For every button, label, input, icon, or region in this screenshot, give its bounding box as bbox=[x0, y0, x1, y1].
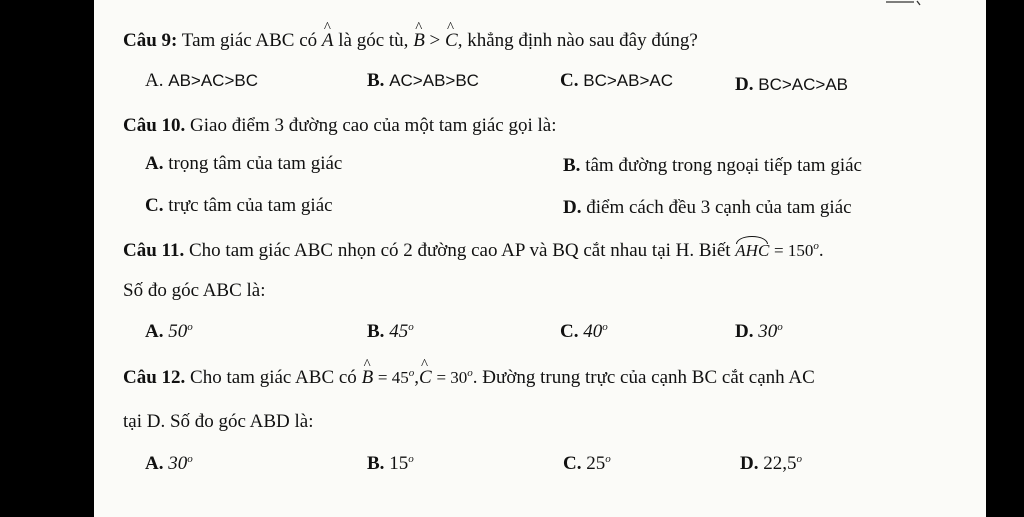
option-c[interactable] bbox=[145, 195, 333, 217]
angle-a-symbol: ^ A bbox=[322, 30, 334, 52]
angle-b-symbol: ^ B bbox=[362, 367, 374, 389]
option-text: trọng tâm của tam giác bbox=[168, 153, 343, 174]
option-d[interactable] bbox=[563, 197, 852, 219]
option-value: 15 bbox=[389, 453, 409, 474]
option-letter: C. bbox=[145, 195, 164, 216]
question-number: Câu 9: bbox=[123, 30, 178, 51]
option-letter: B. bbox=[367, 453, 385, 474]
question-number: Câu 10. bbox=[123, 115, 186, 136]
degree-sign: o bbox=[408, 453, 414, 465]
stem-text: Cho tam giác ABC nhọn có 2 đường cao AP và BQ cắt nhau tại H. Biết bbox=[189, 240, 731, 261]
option-value: 30 bbox=[168, 453, 188, 474]
option-b[interactable] bbox=[563, 155, 862, 177]
option-b[interactable] bbox=[367, 70, 479, 92]
stem-text: Giao điểm 3 đường cao của một tam giác gọi là: bbox=[190, 115, 557, 136]
question-number: Câu 12. bbox=[123, 367, 186, 388]
option-letter: C. bbox=[560, 70, 579, 91]
cut-off-mark bbox=[884, 0, 924, 6]
angle-c-value: = 30 bbox=[436, 368, 468, 387]
question-9-stem bbox=[123, 30, 698, 52]
option-text: AC>AB>BC bbox=[389, 71, 479, 90]
option-letter: C. bbox=[563, 453, 582, 474]
comma: , bbox=[414, 367, 420, 388]
option-letter: D. bbox=[735, 74, 754, 95]
option-d[interactable] bbox=[735, 321, 783, 343]
option-value: 25 bbox=[586, 453, 606, 474]
option-letter: D. bbox=[740, 453, 759, 474]
stem-text: Tam giác ABC có bbox=[181, 30, 318, 51]
option-letter: C. bbox=[560, 321, 579, 342]
question-12-line2: tại D. Số đo góc ABD là: bbox=[123, 411, 314, 432]
option-text: điểm cách đều 3 cạnh của tam giác bbox=[586, 197, 852, 218]
option-d[interactable] bbox=[735, 74, 848, 96]
stem-text: Cho tam giác ABC có bbox=[190, 367, 357, 388]
option-a[interactable] bbox=[145, 453, 193, 475]
angle-ahc-symbol: AHC bbox=[735, 241, 770, 260]
angle-c-symbol: ^ C bbox=[445, 30, 458, 52]
option-text: trực tâm của tam giác bbox=[168, 195, 333, 216]
question-12-stem bbox=[123, 367, 815, 389]
degree-sign: o bbox=[605, 453, 611, 465]
option-text: AB>AC>BC bbox=[168, 71, 258, 90]
angle-b-symbol: ^ B bbox=[413, 30, 425, 52]
period: . bbox=[818, 240, 824, 261]
option-letter: D. bbox=[563, 197, 582, 218]
question-number: Câu 11. bbox=[123, 240, 185, 261]
option-d[interactable] bbox=[740, 453, 802, 475]
option-value: 22,5 bbox=[763, 453, 797, 474]
option-text: tâm đường trong ngoại tiếp tam giác bbox=[585, 155, 862, 176]
question-10-stem bbox=[123, 115, 557, 137]
angle-c-symbol: ^ C bbox=[419, 367, 432, 389]
degree-sign: o bbox=[813, 240, 819, 252]
option-value: 50 bbox=[168, 321, 188, 342]
angle-b-value: = 45 bbox=[377, 368, 409, 387]
option-letter: A. bbox=[145, 70, 164, 91]
stem-text: , khẳng định nào sau đây đúng? bbox=[457, 30, 698, 51]
option-letter: B. bbox=[367, 321, 385, 342]
option-c[interactable] bbox=[563, 453, 611, 475]
option-text: BC>AC>AB bbox=[758, 75, 848, 94]
stem-text: là góc tù, bbox=[338, 30, 409, 51]
degree-sign: o bbox=[602, 321, 608, 333]
option-b[interactable] bbox=[367, 321, 414, 343]
option-a[interactable] bbox=[145, 153, 342, 175]
degree-sign: o bbox=[777, 321, 783, 333]
option-c[interactable] bbox=[560, 70, 673, 92]
option-letter: A. bbox=[145, 453, 164, 474]
option-value: 45 bbox=[389, 321, 409, 342]
option-value: 40 bbox=[583, 321, 603, 342]
option-letter: B. bbox=[367, 70, 385, 91]
degree-sign: o bbox=[408, 321, 414, 333]
option-letter: B. bbox=[563, 155, 581, 176]
angle-value: = 150 bbox=[774, 241, 814, 260]
degree-sign: o bbox=[467, 367, 473, 379]
option-a[interactable] bbox=[145, 70, 258, 92]
stem-text: . Đường trung trực của cạnh BC cắt cạnh AC bbox=[472, 367, 815, 388]
degree-sign: o bbox=[187, 321, 193, 333]
option-c[interactable] bbox=[560, 321, 608, 343]
option-a[interactable] bbox=[145, 321, 193, 343]
degree-sign: o bbox=[408, 367, 415, 379]
question-11-line2: Số đo góc ABC là: bbox=[123, 280, 266, 301]
greater-than-sign: > bbox=[429, 30, 441, 51]
option-b[interactable] bbox=[367, 453, 414, 475]
degree-sign: o bbox=[187, 453, 193, 465]
option-letter: A. bbox=[145, 153, 164, 174]
question-11-stem bbox=[123, 240, 824, 262]
option-text: BC>AB>AC bbox=[583, 71, 673, 90]
degree-sign: o bbox=[796, 453, 802, 465]
option-letter: A. bbox=[145, 321, 164, 342]
option-value: 30 bbox=[758, 321, 778, 342]
option-letter: D. bbox=[735, 321, 754, 342]
